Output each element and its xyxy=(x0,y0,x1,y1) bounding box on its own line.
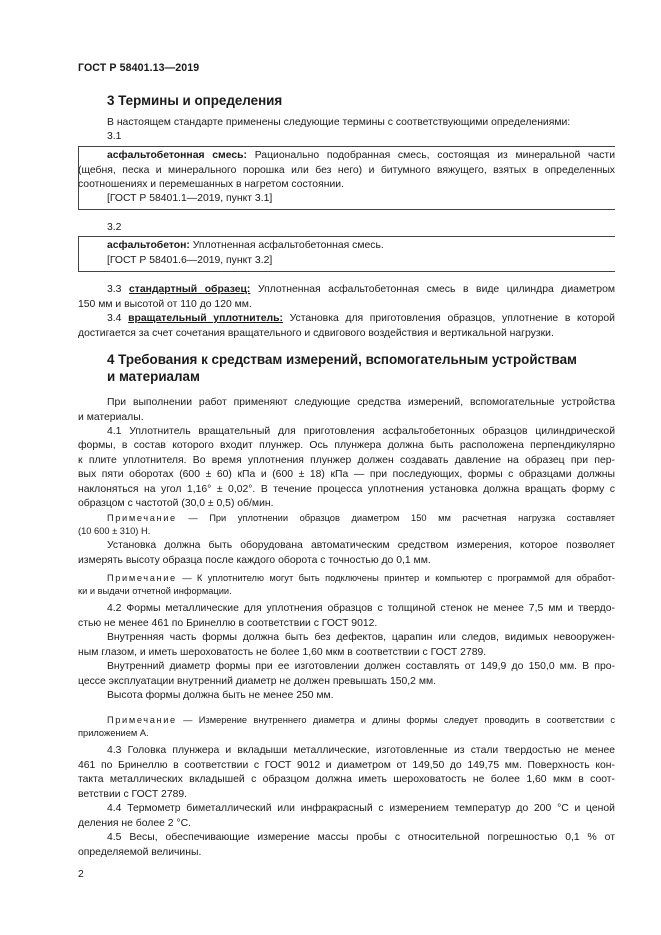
term-box-top-rule xyxy=(78,236,615,237)
clause-4-2: 4.2 Формы металлические для уплотнения образцов с толщиной стенок не менее 7,5 мм и твердо- стью не менее 461 по Бринеллю в соответствии с ГОСТ 9012. xyxy=(78,603,615,629)
document-header: ГОСТ Р 58401.13—2019 xyxy=(78,62,200,74)
term-box-bottom-rule xyxy=(78,209,615,210)
term-3-1-reference: [ГОСТ Р 58401.1—2019, пункт 3.1] xyxy=(107,193,273,204)
clause-4-1-cont: Установка должна быть оборудована автоматическим средством измерения, которое позволяет измерять высоту образца после каждого оборота с точностью до 0,1 мм. xyxy=(78,540,615,566)
term-box-top-rule xyxy=(78,146,615,147)
clause-4-2-surface: Внутренняя часть формы должна быть без дефектов, царапин или следов, видимых невооружен- ным глазом, и иметь шероховатость не более 1,60 мкм в соответствии с ГОСТ 2789. xyxy=(78,632,615,658)
term-3-2-reference: [ГОСТ Р 58401.6—2019, пункт 3.2] xyxy=(107,255,273,266)
page-number: 2 xyxy=(78,869,84,880)
clause-4-5: 4.5 Весы, обеспечивающие измерение массы пробы с относительной погрешностью 0,1 % от определяемой величины. xyxy=(78,832,615,858)
term-3-1-number: 3.1 xyxy=(107,131,122,142)
section-3-title: 3 Термины и определения xyxy=(107,93,283,108)
note-3: Примечание — Измерение внутреннего диаметра и длины формы следует проводить в соответствии с приложением А. xyxy=(78,715,615,739)
clause-4-3: 4.3 Головка плунжера и вкладыши металлические, изготовленные из стали твердостью не менее 461 по Бринеллю в соответствии с ГОСТ 9012 и диаметром от 149,50 до 149,75 мм. Поверхность кон- такта металлических вкладышей с образцом должна иметь шероховатость не более 1,60 мкм в соот- ветствии с ГОСТ 2789. xyxy=(78,745,615,800)
clause-4-4: 4.4 Термометр биметаллический или инфракрасный с измерением температур до 200 °С и ценой деления не более 2 °С. xyxy=(78,803,615,829)
term-3-3: 3.3 стандартный образец: Уплотненная асфальтобетонная смесь в виде цилиндра диаметром 150 мм и высотой от 110 до 120 мм. xyxy=(78,284,615,310)
term-3-2-definition: асфальтобетон: Уплотненная асфальтобетонная смесь. xyxy=(107,240,384,251)
term-3-4: 3.4 вращательный уплотнитель: Установка для приготовления образцов, уплотнение в которой достигается за счет сочетания вращательного и сдвигового воздействия и вертикальной нагрузки. xyxy=(78,313,615,339)
clause-4-2-height: Высота формы должна быть не менее 250 мм. xyxy=(107,690,334,701)
section-4-intro: При выполнении работ применяют следующие средства измерений, вспомогательные устройства и материалы. xyxy=(78,397,615,423)
term-3-2-number: 3.2 xyxy=(107,222,122,233)
section-4-title: 4 Требования к средствам измерений, вспомогательным устройствам и материалам xyxy=(107,352,577,384)
term-box-left-rule xyxy=(78,236,79,271)
section-3-intro: В настоящем стандарте применены следующие термины с соответствующими определениями: xyxy=(107,117,571,128)
term-3-1-definition-cont: (щебня, песка и минерального порошка или без него) и битумного вяжущего, взятых в определенных соотношениях и перемешанных в нагретом состоянии. xyxy=(78,164,615,191)
note-2: Примечание — К уплотнителю могут быть подключены принтер и компьютер с программой для обработ- ки и выдачи отчетной информации. xyxy=(78,573,615,597)
clause-4-2-diameter: Внутренний диаметр формы при ее изготовлении должен составлять от 149,9 до 150,0 мм. В про- цессе эксплуатации внутренний диаметр не должен превышать 150,2 мм. xyxy=(78,661,615,687)
note-1: Примечание — При уплотнении образцов диаметром 150 мм расчетная нагрузка составляет (10 600 ± 310) Н. xyxy=(78,513,615,537)
clause-4-1: 4.1 Уплотнитель вращательный для приготовления асфальтобетонных образцов цилиндрической формы, в состав которого входит плунжер. Ось плунжера должна быть расположена перпендикулярно к плите уплотнителя. Во время уплотнения плунжер должен создавать давление на образец при пер- вых пяти оборотах (600 ± 60) кПа и (600 ± 18) кПа — при последующих, формы с образцами должны наклоняться на угол 1,16° ± 0,02°. В течение процесса уплотнения установка должна вращать форму с образцом с частотой (30,0 ± 0,5) об/мин. xyxy=(78,425,615,510)
term-3-1-definition: асфальтобетонная смесь: Рационально подобранная смесь, состоящая из минеральной части xyxy=(107,150,615,161)
term-box-bottom-rule xyxy=(78,271,615,272)
